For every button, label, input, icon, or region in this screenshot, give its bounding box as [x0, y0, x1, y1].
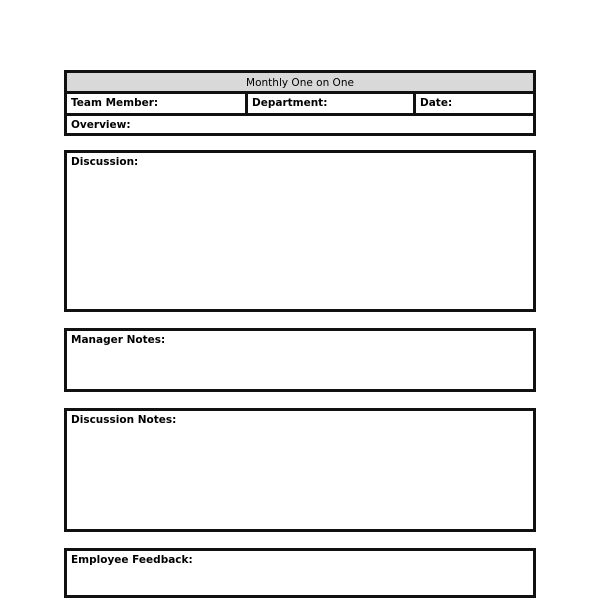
employee-feedback-label: Employee Feedback:	[71, 554, 193, 566]
header-table	[64, 70, 536, 136]
manager-notes-label: Manager Notes:	[71, 334, 166, 346]
department-label: Department:	[252, 97, 328, 109]
department-field[interactable]	[248, 94, 416, 113]
date-field[interactable]	[416, 94, 533, 113]
date-label: Date:	[420, 97, 453, 109]
form-title: Monthly One on One	[246, 77, 354, 89]
team-member-label: Team Member:	[71, 97, 159, 109]
title-row	[67, 73, 533, 94]
discussion-label: Discussion:	[71, 156, 139, 168]
employee-feedback-box[interactable]	[64, 548, 536, 598]
discussion-box[interactable]	[64, 150, 536, 312]
team-member-field[interactable]	[67, 94, 248, 113]
overview-field[interactable]	[67, 116, 533, 133]
discussion-notes-box[interactable]	[64, 408, 536, 532]
manager-notes-box[interactable]	[64, 328, 536, 392]
discussion-notes-label: Discussion Notes:	[71, 414, 177, 426]
overview-label: Overview:	[71, 119, 131, 131]
fields-row	[67, 94, 533, 116]
